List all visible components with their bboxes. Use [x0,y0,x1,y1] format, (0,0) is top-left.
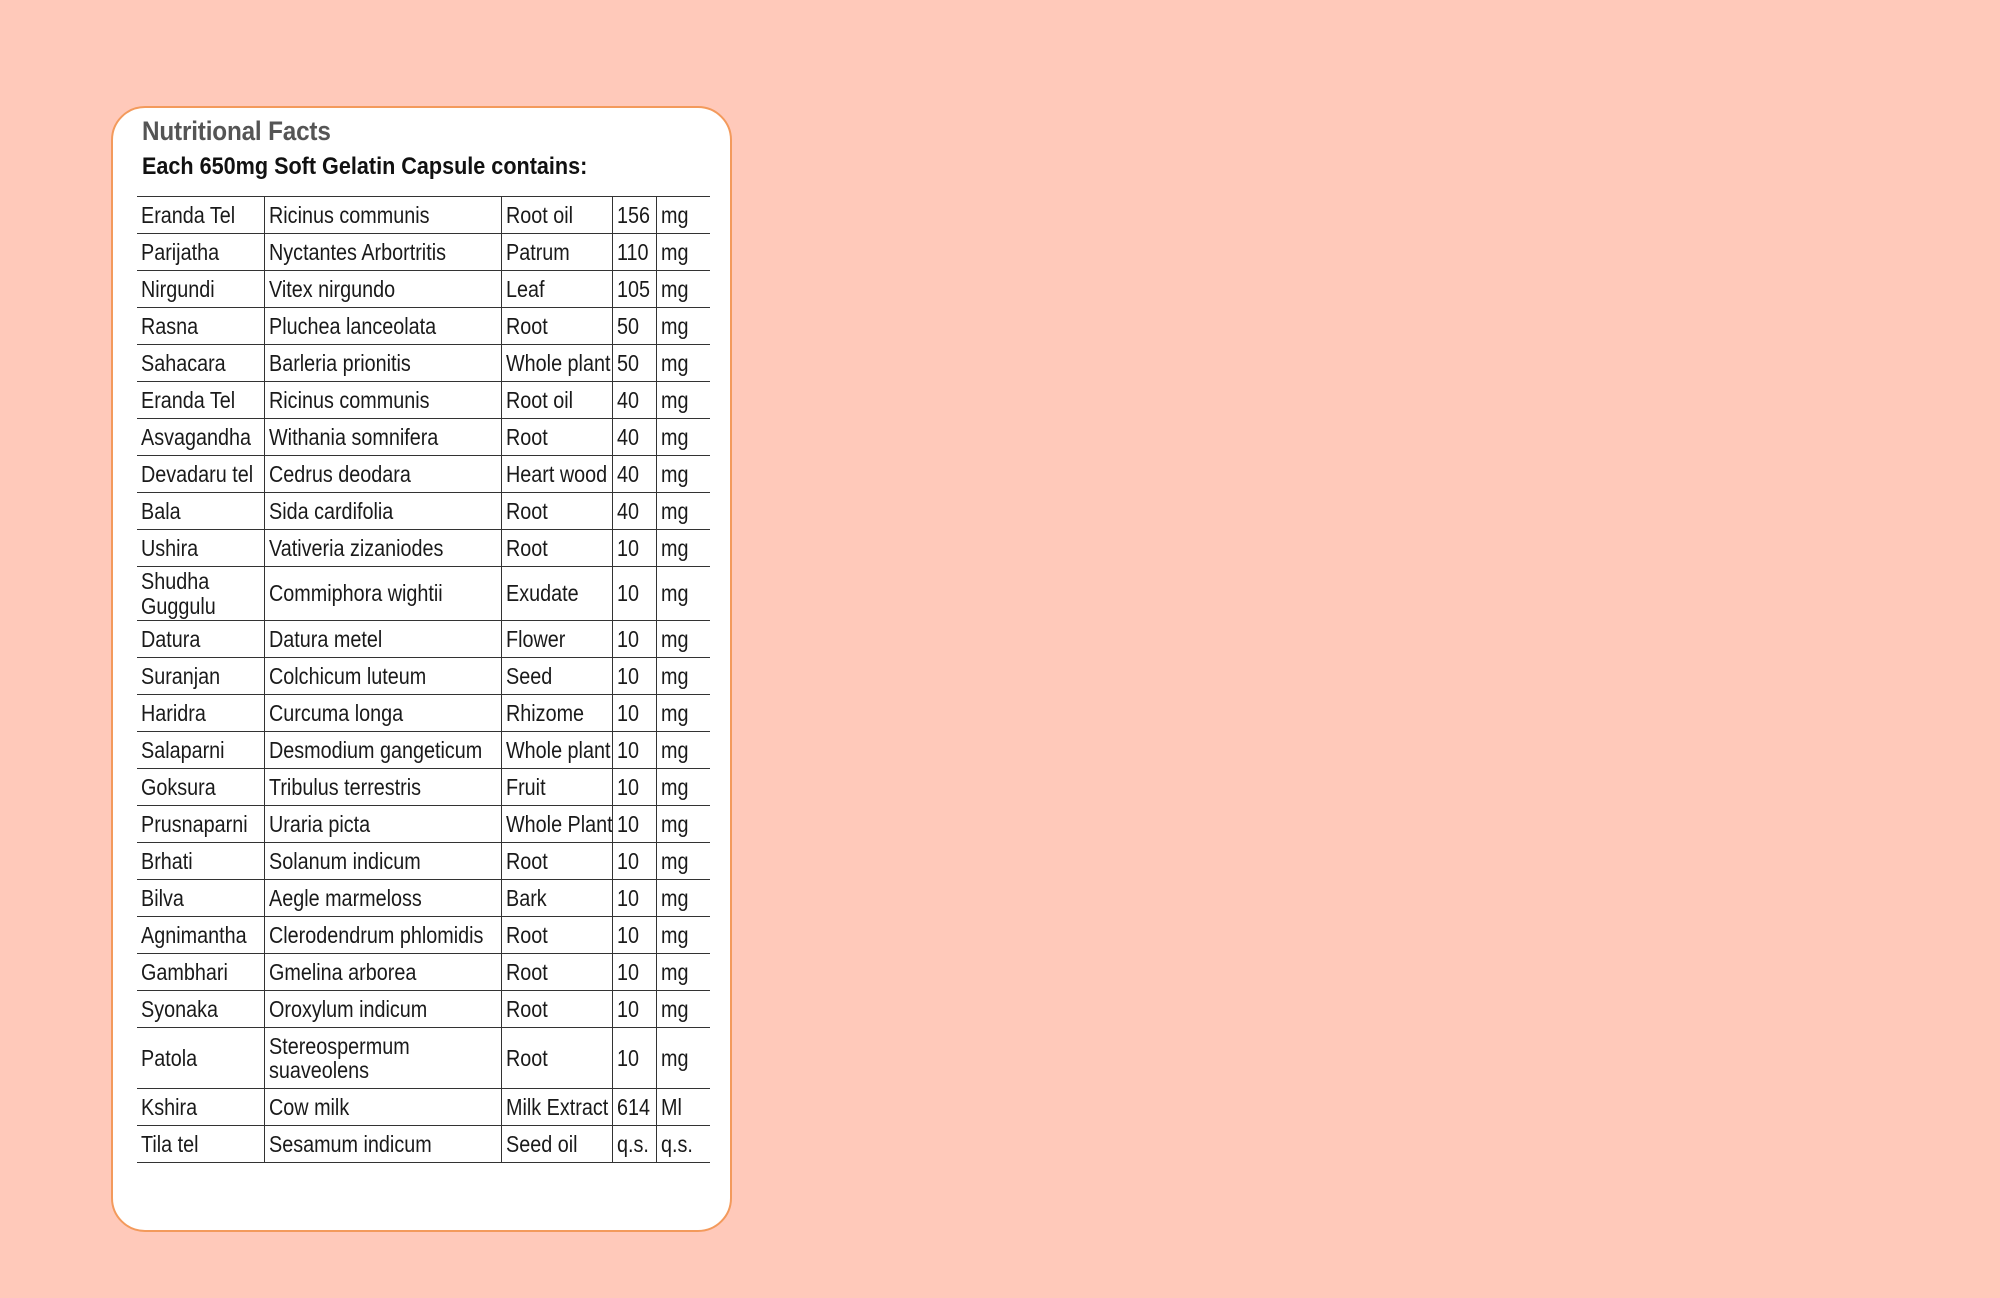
unit: mg [660,773,688,800]
botanical-name-cell [264,769,501,806]
botanical-name-cell [264,308,501,345]
ingredient-name: Sahacara [141,349,226,376]
botanical-name-cell [264,530,501,567]
plant-part-cell [501,419,612,456]
quantity: 10 [616,580,639,607]
unit-cell [656,658,710,695]
unit-cell [656,271,710,308]
botanical-name-cell [264,567,501,621]
unit-cell [656,382,710,419]
quantity: 10 [616,847,639,874]
unit-cell [656,954,710,991]
botanical-name: Sida cardifolia [268,497,393,524]
unit-cell [656,695,710,732]
botanical-name: Vitex nirgundo [268,275,395,302]
quantity: 50 [616,312,639,339]
botanical-name-cell [264,197,501,234]
quantity-cell [612,234,656,271]
botanical-name: Pluchea lanceolata [268,312,436,339]
unit: mg [660,884,688,911]
botanical-name-cell [264,345,501,382]
quantity-cell [612,530,656,567]
plant-part: Leaf [505,275,544,302]
plant-part-cell [501,1028,612,1089]
botanical-name: Stereospermum suaveolens [268,1032,410,1083]
plant-part-cell [501,695,612,732]
botanical-name: Commiphora wightii [268,580,443,607]
plant-part-cell [501,621,612,658]
plant-part: Root [505,312,548,339]
table-row [137,1089,710,1126]
unit: mg [660,662,688,689]
plant-part-cell [501,308,612,345]
quantity: 10 [616,699,639,726]
plant-part: Root [505,497,548,524]
plant-part-cell [501,732,612,769]
plant-part: Patrum [505,238,570,265]
quantity-cell [612,1089,656,1126]
plant-part: Root [505,958,548,985]
quantity-cell [612,991,656,1028]
table-row [137,493,710,530]
table-row [137,456,710,493]
plant-part-cell [501,1126,612,1163]
unit: mg [660,580,688,607]
quantity-cell [612,621,656,658]
quantity: 156 [616,201,650,228]
quantity-cell [612,732,656,769]
unit: mg [660,921,688,948]
ingredient-name-cell [137,271,264,308]
plant-part-cell [501,197,612,234]
botanical-name: Ricinus communis [268,201,429,228]
quantity-cell [612,843,656,880]
ingredient-name: Haridra [141,699,206,726]
botanical-name-cell [264,493,501,530]
card-title: Nutritional Facts [142,116,331,146]
ingredient-name-cell [137,1089,264,1126]
unit-cell [656,917,710,954]
botanical-name: Nyctantes Arbortritis [268,238,446,265]
ingredient-name-cell [137,732,264,769]
unit: mg [660,736,688,763]
botanical-name-cell [264,991,501,1028]
quantity: 10 [616,625,639,652]
ingredient-name-cell [137,234,264,271]
plant-part: Whole Plant [505,810,612,837]
ingredient-name: Shudha Guggulu [141,568,216,619]
plant-part-cell [501,271,612,308]
unit-cell [656,234,710,271]
ingredient-name-cell [137,769,264,806]
quantity-cell [612,456,656,493]
ingredient-name: Agnimantha [141,921,247,948]
plant-part: Seed [505,662,552,689]
plant-part: Bark [505,884,547,911]
unit-cell [656,1089,710,1126]
plant-part: Root [505,847,548,874]
ingredient-name: Patola [141,1044,198,1071]
ingredient-name: Suranjan [141,662,221,689]
plant-part-cell [501,954,612,991]
table-row [137,530,710,567]
table-row [137,419,710,456]
plant-part: Root oil [505,201,573,228]
table-row [137,382,710,419]
table-row [137,308,710,345]
botanical-name-cell [264,954,501,991]
unit-cell [656,732,710,769]
unit: mg [660,386,688,413]
plant-part: Root [505,995,548,1022]
unit-cell [656,769,710,806]
table-row [137,991,710,1028]
plant-part-cell [501,806,612,843]
quantity-cell [612,345,656,382]
plant-part: Whole plant [505,349,610,376]
ingredient-name-cell [137,308,264,345]
plant-part-cell [501,456,612,493]
quantity: 10 [616,810,639,837]
plant-part-cell [501,1089,612,1126]
quantity-cell [612,271,656,308]
plant-part-cell [501,567,612,621]
quantity-cell [612,308,656,345]
quantity: 50 [616,349,639,376]
plant-part-cell [501,843,612,880]
unit-cell [656,456,710,493]
ingredient-name-cell [137,197,264,234]
botanical-name: Cedrus deodara [268,460,411,487]
ingredients-table [137,196,710,1163]
unit-cell [656,197,710,234]
quantity-cell [612,1028,656,1089]
plant-part-cell [501,991,612,1028]
quantity: 10 [616,995,639,1022]
unit: mg [660,958,688,985]
ingredient-name: Brhati [141,847,193,874]
ingredient-name: Datura [141,625,201,652]
table-row [137,345,710,382]
plant-part: Seed oil [505,1130,577,1157]
ingredient-name: Asvagandha [141,423,251,450]
quantity: 10 [616,662,639,689]
botanical-name: Datura metel [268,625,382,652]
ingredient-name: Parijatha [141,238,220,265]
botanical-name: Tribulus terrestris [268,773,421,800]
botanical-name: Gmelina arborea [268,958,416,985]
botanical-name-cell [264,695,501,732]
quantity-cell [612,567,656,621]
botanical-name-cell [264,658,501,695]
unit-cell [656,843,710,880]
table-row [137,271,710,308]
ingredient-name-cell [137,991,264,1028]
ingredient-name: Bala [141,497,181,524]
ingredients-table-body [137,197,710,1163]
unit-cell [656,806,710,843]
unit-cell [656,530,710,567]
ingredient-name-cell [137,1126,264,1163]
ingredient-name-cell [137,419,264,456]
table-row [137,843,710,880]
unit-cell [656,991,710,1028]
ingredient-name-cell [137,917,264,954]
unit-cell [656,308,710,345]
ingredient-name: Bilva [141,884,184,911]
plant-part: Heart wood [505,460,607,487]
plant-part: Flower [505,625,565,652]
botanical-name-cell [264,806,501,843]
botanical-name: Barleria prionitis [268,349,411,376]
ingredient-name-cell [137,382,264,419]
unit-cell [656,1126,710,1163]
unit: mg [660,810,688,837]
quantity-cell [612,917,656,954]
plant-part-cell [501,880,612,917]
ingredient-name-cell [137,621,264,658]
quantity: 10 [616,1044,639,1071]
unit: mg [660,847,688,874]
unit: mg [660,423,688,450]
ingredient-name: Eranda Tel [141,386,236,413]
quantity-cell [612,1126,656,1163]
plant-part: Root oil [505,386,573,413]
quantity: 40 [616,497,639,524]
ingredient-name-cell [137,345,264,382]
table-row [137,567,710,621]
table-row [137,1126,710,1163]
unit: mg [660,460,688,487]
quantity: 614 [616,1093,650,1120]
botanical-name: Vativeria zizaniodes [268,534,443,561]
plant-part-cell [501,658,612,695]
botanical-name: Colchicum luteum [268,662,426,689]
botanical-name-cell [264,456,501,493]
ingredient-name-cell [137,493,264,530]
table-row [137,1028,710,1089]
ingredient-name-cell [137,658,264,695]
plant-part-cell [501,345,612,382]
unit: mg [660,995,688,1022]
plant-part-cell [501,530,612,567]
quantity-cell [612,493,656,530]
quantity-cell [612,695,656,732]
botanical-name-cell [264,234,501,271]
unit: mg [660,1044,688,1071]
quantity-cell [612,954,656,991]
botanical-name: Uraria picta [268,810,370,837]
ingredient-name-cell [137,1028,264,1089]
quantity: 110 [616,238,649,265]
ingredient-name-cell [137,530,264,567]
plant-part-cell [501,382,612,419]
plant-part-cell [501,769,612,806]
botanical-name: Oroxylum indicum [268,995,427,1022]
ingredient-name: Eranda Tel [141,201,236,228]
quantity: 10 [616,921,639,948]
quantity: 10 [616,773,639,800]
table-row [137,917,710,954]
plant-part: Root [505,1044,548,1071]
botanical-name: Clerodendrum phlomidis [268,921,483,948]
ingredient-name-cell [137,954,264,991]
unit: mg [660,497,688,524]
nutrition-facts-card [111,106,732,1232]
plant-part: Whole plant [505,736,610,763]
quantity: 10 [616,958,639,985]
quantity-cell [612,419,656,456]
unit: mg [660,534,688,561]
unit: mg [660,312,688,339]
table-row [137,806,710,843]
quantity-cell [612,769,656,806]
botanical-name-cell [264,621,501,658]
plant-part: Root [505,921,548,948]
plant-part-cell [501,917,612,954]
ingredient-name-cell [137,880,264,917]
plant-part: Fruit [505,773,546,800]
unit: mg [660,699,688,726]
ingredient-name: Syonaka [141,995,218,1022]
unit: mg [660,238,688,265]
ingredient-name: Tila tel [141,1130,199,1157]
plant-part: Root [505,534,548,561]
ingredient-name: Ushira [141,534,199,561]
unit-cell [656,567,710,621]
plant-part: Milk Extract [505,1093,608,1120]
botanical-name: Cow milk [268,1093,349,1120]
plant-part: Rhizome [505,699,584,726]
ingredient-name-cell [137,843,264,880]
quantity: 10 [616,884,639,911]
quantity-cell [612,880,656,917]
botanical-name: Curcuma longa [268,699,403,726]
ingredient-name: Devadaru tel [141,460,254,487]
unit-cell [656,345,710,382]
unit: mg [660,625,688,652]
plant-part: Exudate [505,580,579,607]
quantity-cell [612,806,656,843]
quantity: 40 [616,423,639,450]
ingredient-name-cell [137,695,264,732]
table-row [137,732,710,769]
ingredient-name-cell [137,567,264,621]
botanical-name: Desmodium gangeticum [268,736,482,763]
unit: mg [660,201,688,228]
ingredient-name: Nirgundi [141,275,215,302]
unit: mg [660,275,688,302]
unit-cell [656,419,710,456]
table-row [137,621,710,658]
unit-cell [656,1028,710,1089]
quantity-cell [612,382,656,419]
ingredient-name: Prusnaparni [141,810,248,837]
botanical-name: Aegle marmeloss [268,884,422,911]
unit-cell [656,493,710,530]
unit-cell [656,621,710,658]
ingredient-name: Gambhari [141,958,228,985]
botanical-name-cell [264,1089,501,1126]
unit: q.s. [660,1130,693,1157]
table-row [137,234,710,271]
card-subtitle: Each 650mg Soft Gelatin Capsule contains: [142,153,588,180]
botanical-name: Withania somnifera [268,423,438,450]
botanical-name-cell [264,917,501,954]
botanical-name-cell [264,271,501,308]
table-row [137,695,710,732]
plant-part-cell [501,493,612,530]
botanical-name-cell [264,880,501,917]
quantity: 10 [616,534,639,561]
unit-cell [656,880,710,917]
ingredient-name: Kshira [141,1093,198,1120]
quantity-cell [612,658,656,695]
plant-part-cell [501,234,612,271]
table-row [137,658,710,695]
botanical-name-cell [264,382,501,419]
table-row [137,880,710,917]
botanical-name-cell [264,1028,501,1089]
quantity: 105 [616,275,650,302]
botanical-name-cell [264,419,501,456]
quantity: 40 [616,460,639,487]
ingredient-name: Salaparni [141,736,225,763]
botanical-name: Ricinus communis [268,386,429,413]
unit: mg [660,349,688,376]
table-row [137,197,710,234]
botanical-name-cell [264,843,501,880]
table-row [137,769,710,806]
ingredient-name: Goksura [141,773,216,800]
ingredient-name-cell [137,806,264,843]
quantity: 40 [616,386,639,413]
unit: Ml [660,1093,682,1120]
botanical-name: Solanum indicum [268,847,421,874]
ingredient-name-cell [137,456,264,493]
botanical-name-cell [264,732,501,769]
quantity-cell [612,197,656,234]
botanical-name: Sesamum indicum [268,1130,432,1157]
ingredient-name: Rasna [141,312,199,339]
plant-part: Root [505,423,548,450]
quantity: q.s. [616,1130,649,1157]
botanical-name-cell [264,1126,501,1163]
quantity: 10 [616,736,639,763]
table-row [137,954,710,991]
